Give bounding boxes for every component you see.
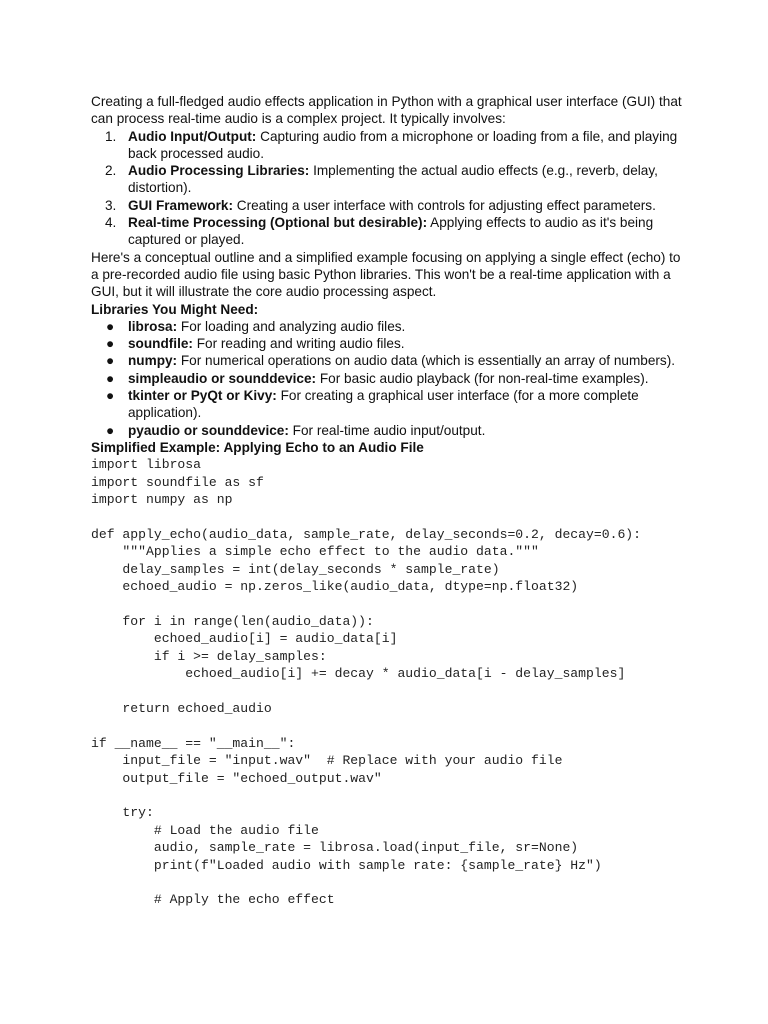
- library-name: tkinter or PyQt or Kivy:: [128, 388, 277, 404]
- list-item: [91, 214, 691, 249]
- step-title: GUI Framework:: [128, 197, 233, 213]
- library-description: For reading and writing audio files.: [192, 336, 405, 352]
- bullet-icon: ●: [106, 370, 115, 386]
- list-item: [91, 422, 691, 439]
- bullet-icon: ●: [106, 422, 115, 438]
- library-description: For numerical operations on audio data (which is essentially an array of numbers).: [177, 353, 676, 369]
- library-description: For loading and analyzing audio files.: [177, 318, 406, 334]
- library-description: For basic audio playback (for non-real-time examples).: [316, 370, 649, 386]
- code-block: import librosa import soundfile as sf import numpy as np def apply_echo(audio_data, sample_rate, delay_seconds=0.2, decay=0.6): """Applies a simple echo effect to the audio data.""" delay_samples = int(delay_seconds * sample_rate) echoed_audio = np.zeros_like(audio_data, dtype=np.float32) for i in range(len(audio_data)): echoed_audio[i] = audio_data[i] if i >= delay_samples: echoed_audio[i] += decay * audio_data[i - delay_samples] return echoed_audio if __name__ == "__main__": input_file = "input.wav" # Replace with your audio file output_file = "echoed_output.wav" try: # Load the audio file audio, sample_rate = librosa.load(input_file, sr=None) print(f"Loaded audio with sample rate: {sample_rate} Hz") # Apply the echo effect: [91, 457, 642, 908]
- example-heading: Simplified Example: Applying Echo to an Audio File: [91, 439, 424, 455]
- step-text: Capturing audio from a microphone or loading from a file, and playing back processed audio.: [128, 128, 678, 161]
- list-item: [91, 335, 691, 352]
- library-name: simpleaudio or sounddevice:: [128, 370, 317, 386]
- library-name: pyaudio or sounddevice:: [128, 422, 289, 438]
- bullet-icon: ●: [106, 353, 115, 369]
- list-item: [91, 352, 691, 369]
- list-number: 2.: [105, 163, 117, 179]
- step-text: Implementing the actual audio effects (e.g., reverb, delay, distortion).: [128, 163, 658, 196]
- library-name: soundfile:: [128, 336, 193, 352]
- library-name: librosa:: [128, 318, 178, 334]
- list-item: [91, 370, 691, 387]
- bullet-icon: ●: [106, 336, 115, 352]
- list-number: 1.: [105, 128, 117, 144]
- library-description: For creating a graphical user interface (for a more complete application).: [128, 388, 639, 421]
- steps-list: [91, 128, 691, 249]
- step-text: Creating a user interface with controls for adjusting effect parameters.: [233, 197, 656, 213]
- outline-paragraph: Here's a conceptual outline and a simplified example focusing on applying a single effect (echo) to a pre-recorded audio file using basic Python libraries. This won't be a real-time application with a GUI, but it will illustrate the core audio processing aspect.: [91, 249, 681, 300]
- list-item: [91, 128, 691, 163]
- step-title: Audio Input/Output:: [128, 128, 257, 144]
- list-item: [91, 162, 691, 197]
- library-name: numpy:: [128, 353, 178, 369]
- list-number: 4.: [105, 215, 117, 231]
- document-page: [91, 93, 691, 909]
- libraries-heading: Libraries You Might Need:: [91, 301, 259, 317]
- bullet-icon: ●: [106, 318, 115, 334]
- step-title: Audio Processing Libraries:: [128, 163, 310, 179]
- step-title: Real-time Processing (Optional but desirable):: [128, 215, 428, 231]
- library-description: For real-time audio input/output.: [288, 422, 486, 438]
- list-item: [91, 387, 691, 422]
- list-item: [91, 197, 691, 214]
- list-number: 3.: [105, 197, 117, 213]
- list-item: [91, 318, 691, 335]
- libraries-list: [91, 318, 691, 439]
- intro-paragraph: Creating a full-fledged audio effects application in Python with a graphical user interface (GUI) that can process real-time audio is a complex project. It typically involves:: [91, 94, 682, 127]
- step-text: Applying effects to audio as it's being captured or played.: [128, 215, 654, 248]
- bullet-icon: ●: [106, 388, 115, 404]
